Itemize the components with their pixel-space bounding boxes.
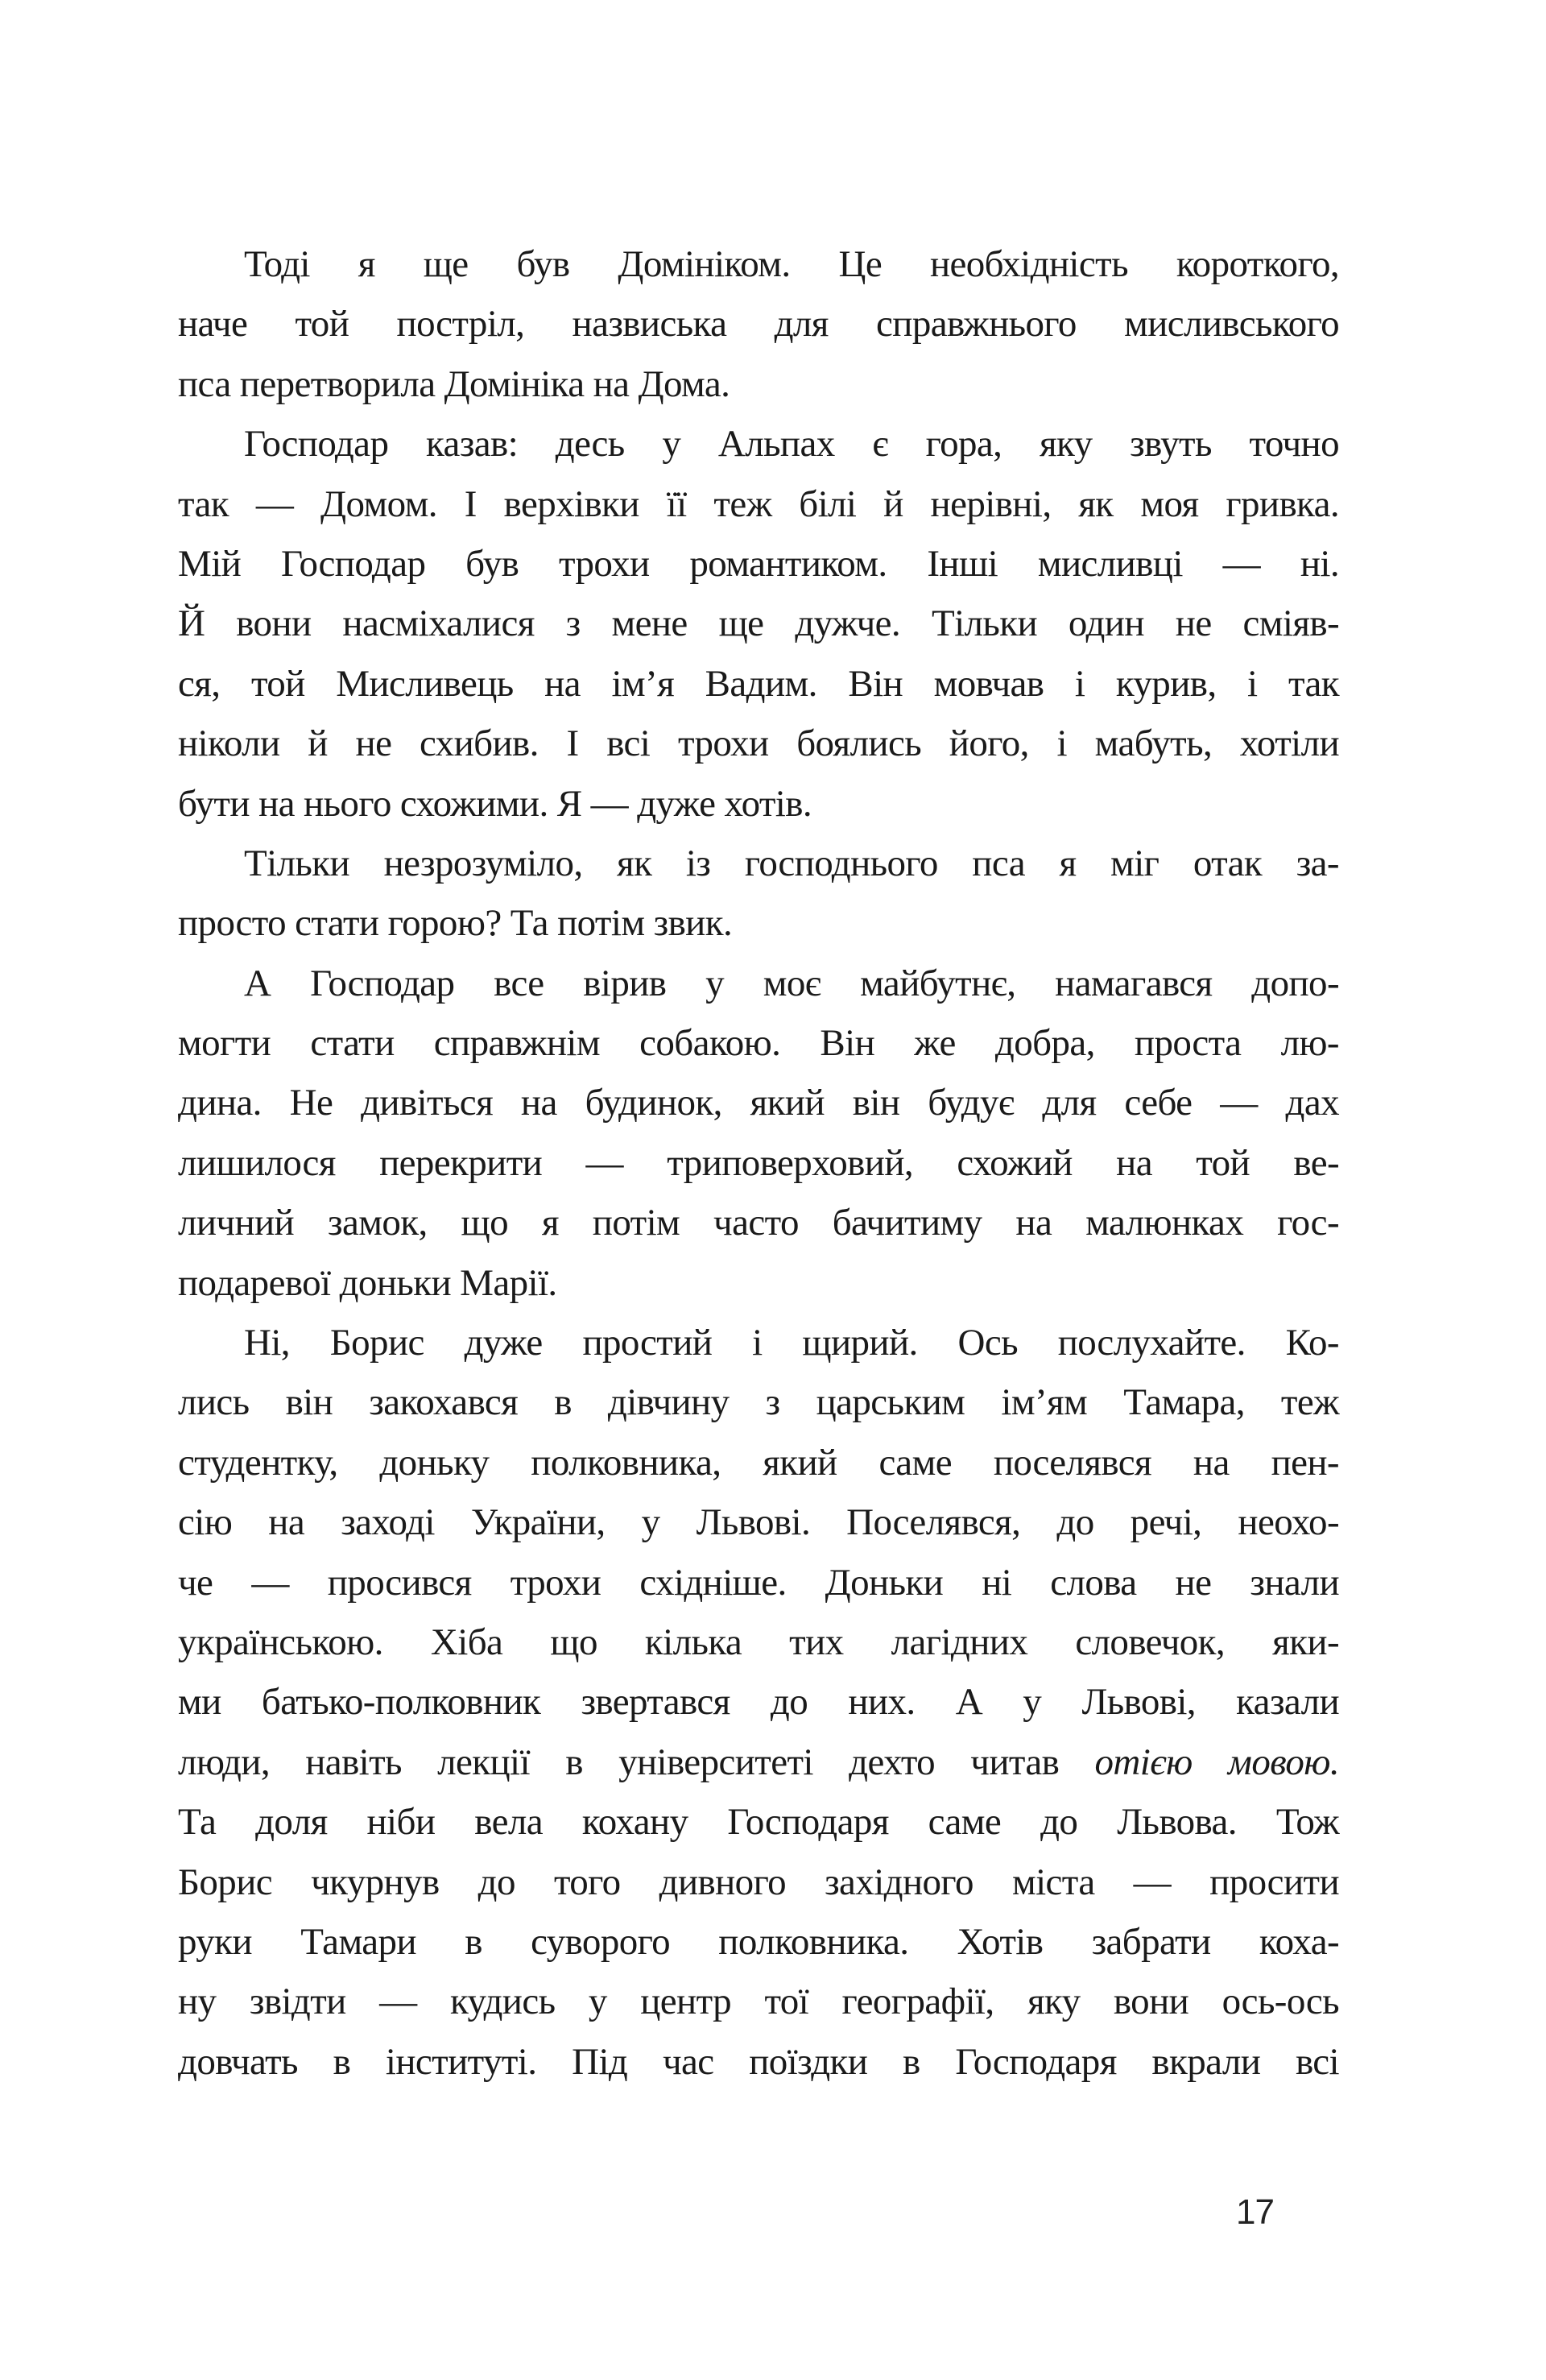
text-line [178, 1972, 1339, 2031]
paragraph [178, 954, 1339, 1313]
line-text: лишилося перекрити — триповерховий, схожий на той ве- [178, 1141, 1339, 1184]
line-text: сію на заході України, у Львові. Поселявся, до речі, неохо- [178, 1501, 1339, 1544]
line-text: наче той постріл, назвиська для справжнього мисливського [178, 303, 1339, 346]
page-number: 17 [1236, 2192, 1274, 2232]
italic-text: отією мовою. [1094, 1741, 1339, 1783]
text-line [178, 1372, 1339, 1432]
paragraph [178, 234, 1339, 414]
text-line [178, 354, 1339, 414]
text-line [178, 1492, 1339, 1552]
page-body-text [178, 234, 1339, 2092]
paragraph [178, 1313, 1339, 2092]
text-line [178, 1253, 1339, 1313]
line-text: люди, навіть лекції в університеті дехто читав [178, 1741, 1095, 1783]
line-text: дина. Не дивіться на будинок, який він будує для себе — дах [178, 1082, 1339, 1124]
line-text: довчать в інституті. Під час поїздки в Господаря вкрали всі [178, 2040, 1339, 2083]
text-line [178, 1672, 1339, 1732]
line-text: ми батько-полковник звертався до них. А у Львові, казали [178, 1681, 1339, 1724]
line-text: ніколи й не схибив. І всі трохи боялись його, і мабуть, хотіли [178, 722, 1339, 765]
text-line [178, 1133, 1339, 1193]
text-line [178, 594, 1339, 653]
text-line [178, 1553, 1339, 1612]
text-line [178, 1193, 1339, 1252]
text-line [178, 1612, 1339, 1672]
line-text: Ні, Борис дуже простий і щирий. Ось послухайте. Ко- [244, 1322, 1339, 1364]
text-line [178, 654, 1339, 714]
paragraph [178, 414, 1339, 834]
text-line [178, 2032, 1339, 2092]
text-line [178, 834, 1339, 893]
text-line [178, 893, 1339, 953]
text-line [178, 1313, 1339, 1372]
text-line [178, 234, 1339, 294]
line-text: руки Тамари в суворого полковника. Хотів забрати коха- [178, 1920, 1339, 1963]
line-text: ся, той Мисливець на ім’я Вадим. Він мовчав і курив, і так [178, 662, 1339, 705]
line-text: А Господар все вірив у моє майбутнє, намагався допо- [244, 962, 1339, 1004]
line-text: Та доля ніби вела кохану Господаря саме до Львова. Тож [178, 1801, 1339, 1844]
line-text: студентку, доньку полковника, який саме поселявся на пен- [178, 1441, 1339, 1484]
line-text: просто стати горою? Та потім звик. [178, 902, 733, 945]
text-line [178, 714, 1339, 773]
line-text: українською. Хіба що кілька тих лагідних словечок, яки- [178, 1620, 1339, 1663]
line-text: бути на нього схожими. Я — дуже хотів. [178, 782, 812, 825]
line-text: Борис чкурнув до того дивного західного міста — просити [178, 1861, 1339, 1903]
line-text: так — Домом. І верхівки її теж білі й нерівні, як моя гривка. [178, 482, 1339, 525]
line-text: че — просився трохи східніше. Доньки ні слова не знали [178, 1561, 1339, 1604]
paragraph [178, 834, 1339, 954]
text-line [178, 1732, 1339, 1792]
text-line [178, 1852, 1339, 1912]
text-line [178, 414, 1339, 474]
text-line [178, 1912, 1339, 1972]
line-text: ну звідти — кудись у центр тої географії, яку вони ось-ось [178, 1981, 1339, 2023]
text-line [178, 1433, 1339, 1492]
text-line [178, 1073, 1339, 1132]
line-text: Мій Господар був трохи романтиком. Інші мисливці — ні. [178, 542, 1339, 585]
line-text: пса перетворила Домініка на Дома. [178, 362, 730, 405]
text-line [178, 954, 1339, 1013]
line-text: Й вони насміхалися з мене ще дужче. Тільки один не сміяв- [178, 602, 1339, 645]
line-text: личний замок, що я потім часто бачитиму на малюнках гос- [178, 1202, 1339, 1244]
text-line [178, 1013, 1339, 1073]
line-text: подаревої доньки Марії. [178, 1261, 557, 1304]
line-text: Господар казав: десь у Альпах є гора, яку звуть точно [244, 423, 1339, 466]
line-text: лись він закохався в дівчину з царським ім’ям Тамара, теж [178, 1381, 1339, 1424]
text-line [178, 1792, 1339, 1852]
line-text: Тоді я ще був Домініком. Це необхідність короткого, [244, 243, 1339, 285]
text-line [178, 294, 1339, 354]
line-text: Тільки незрозуміло, як із господнього пса я міг отак за- [244, 842, 1339, 884]
text-line [178, 534, 1339, 594]
text-line [178, 474, 1339, 534]
line-text: могти стати справжнім собакою. Він же добра, проста лю- [178, 1022, 1339, 1065]
text-line [178, 774, 1339, 834]
